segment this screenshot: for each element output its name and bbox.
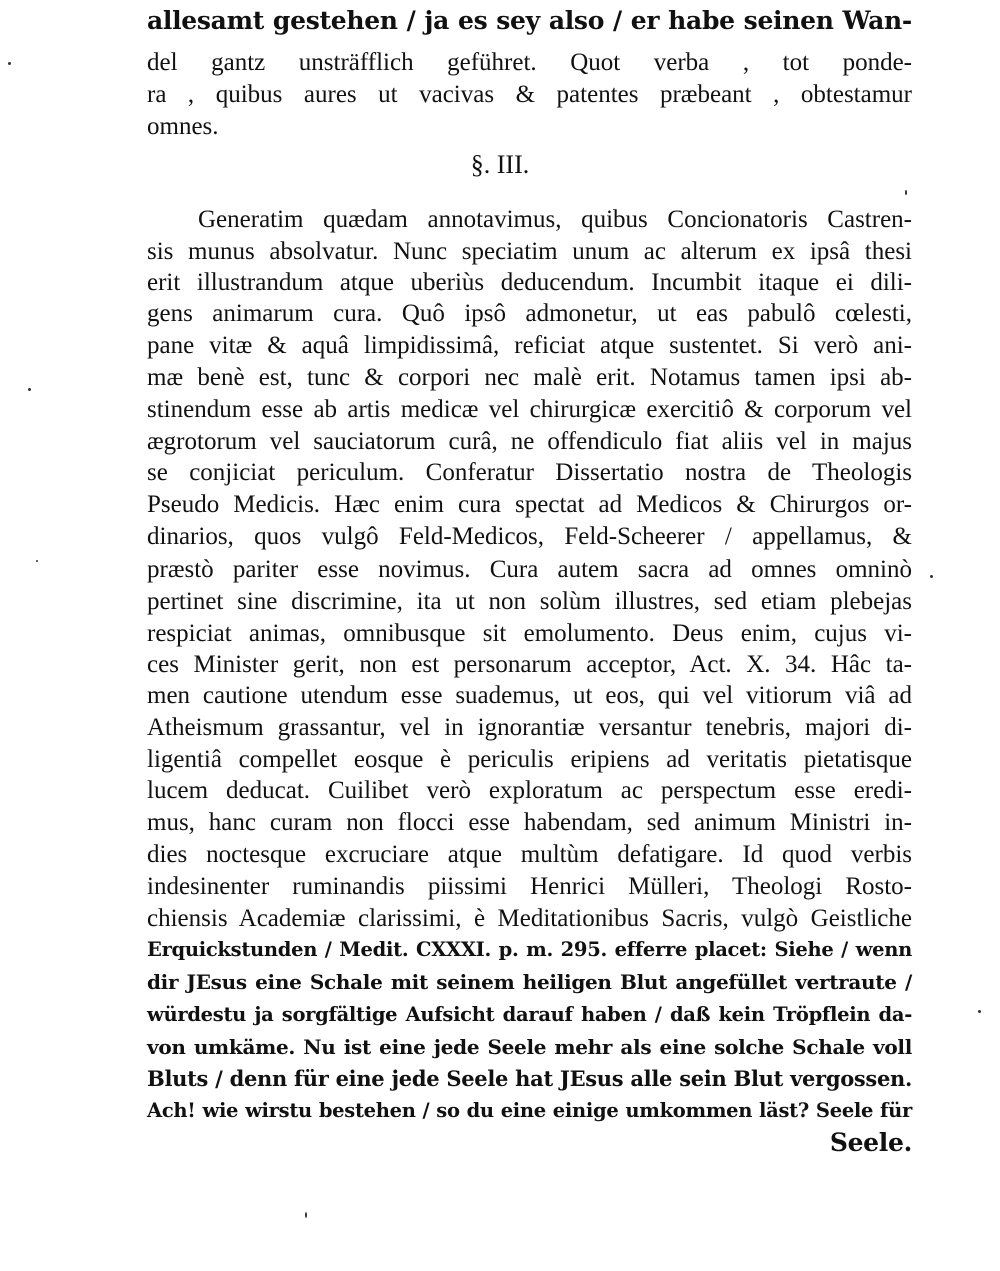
text-line-body-26: würdestu ja sorgfältige Aufsicht darauf haben / daß kein Tröpflein da-	[147, 1003, 912, 1026]
text-line-body-1: Generatim quædam annotavimus, quibus Concionatoris Castren-	[198, 206, 912, 233]
text-line-body-20: mus, hanc curam non flocci esse habendam, sed animum Ministri in-	[147, 809, 912, 836]
text-line-body-21: dies noctesque excruciare atque multùm defatigare. Id quod verbis	[147, 841, 912, 868]
text-line-body-5: pane vitæ & aquâ limpidissimâ, reficiat atque sustentet. Si verò ani-	[147, 332, 912, 359]
text-line-body-4: gens animarum cura. Quô ipsô admonetur, ut eas pabulô cœlesti,	[147, 300, 912, 327]
text-line-top-3: ra , quibus aures ut vacivas & patentes præbeant , obtestamur	[147, 81, 912, 108]
scan-speck	[978, 1010, 981, 1013]
text-line-top-2: del gantz unsträfflich geführet. Quot verba , tot ponde-	[147, 49, 912, 76]
text-line-body-15: ces Minister gerit, non est personarum acceptor, Act. X. 34. Hâc ta-	[147, 651, 912, 678]
text-line-body-25: dir JEsus eine Schale mit seinem heiligen Blut angefüllet vertraute /	[147, 970, 912, 994]
text-line-body-13: pertinet sine discrimine, ita ut non solùm illustres, sed etiam plebejas	[147, 588, 912, 615]
scan-speck	[930, 575, 933, 578]
text-line-body-7: stinendum esse ab artis medicæ vel chirurgicæ exercitiô & corporum vel	[147, 396, 912, 423]
text-line-body-23: chiensis Academiæ clarissimi, è Meditationibus Sacris, vulgò Geistliche	[147, 905, 912, 932]
scan-speck	[905, 190, 907, 195]
scan-speck	[305, 1212, 307, 1218]
scan-speck	[8, 62, 11, 65]
text-line-top-4: omnes.	[147, 113, 219, 140]
text-line-body-12: præstò pariter esse novimus. Cura autem sacra ad omnes omninò	[147, 556, 912, 583]
catchword: Seele.	[829, 1128, 912, 1157]
text-line-body-14: respiciat animas, omnibusque sit emolumento. Deus enim, cujus vi-	[147, 620, 912, 647]
text-line-body-16: men cautione utendum esse suademus, ut eos, qui vel vitiorum viâ ad	[147, 682, 912, 709]
text-line-body-2: sis munus absolvatur. Nunc speciatim unum ac alterum ex ipsâ thesi	[147, 238, 912, 265]
text-line-body-6: mæ benè est, tunc & corpori nec malè erit. Notamus tamen ipsi ab-	[147, 364, 912, 391]
text-line-body-19: lucem deducat. Cuilibet verò exploratum ac perspectum esse eredi-	[147, 777, 912, 804]
text-line-body-28: Bluts / denn für eine jede Seele hat JEsus alle sein Blut vergossen.	[147, 1066, 912, 1091]
text-line-body-24: Erquickstunden / Medit. CXXXI. p. m. 295. efferre placet: Siehe / wenn	[147, 938, 912, 961]
text-line-body-18: ligentiâ compellet eosque è periculis eripiens ad veritatis pietatisque	[147, 746, 912, 773]
scan-speck	[36, 560, 38, 562]
text-line-body-3: erit illustrandum atque uberiùs deducendum. Incumbit itaque ei dili-	[147, 269, 912, 296]
text-line-body-9: se conjiciat periculum. Conferatur Dissertatio nostra de Theologis	[147, 459, 912, 486]
scan-speck	[28, 388, 31, 391]
text-line-top-1: allesamt gestehen / ja es sey also / er habe seinen Wan-	[147, 6, 912, 35]
text-line-body-10: Pseudo Medicis. Hæc enim cura spectat ad Medicos & Chirurgos or-	[147, 491, 912, 518]
text-line-body-29: Ach! wie wirstu bestehen / so du eine einige umkommen läst? Seele für	[147, 1099, 912, 1122]
text-line-body-27: von umkäme. Nu ist eine jede Seele mehr als eine solche Schale voll	[147, 1035, 912, 1059]
text-line-body-11: dinarios, quos vulgô Feld-Medicos, Feld-Scheerer / appellamus, &	[147, 523, 912, 550]
text-line-body-17: Atheismum grassantur, vel in ignorantiæ versantur tenebris, majori di-	[147, 714, 912, 741]
text-line-body-22: indesinenter ruminandis piissimi Henrici Mülleri, Theologi Rosto-	[147, 873, 912, 900]
text-line-body-8: ægrotorum vel sauciatorum curâ, ne offendiculo fiat aliis vel in majus	[147, 428, 912, 455]
section-heading: §. III.	[470, 150, 530, 179]
